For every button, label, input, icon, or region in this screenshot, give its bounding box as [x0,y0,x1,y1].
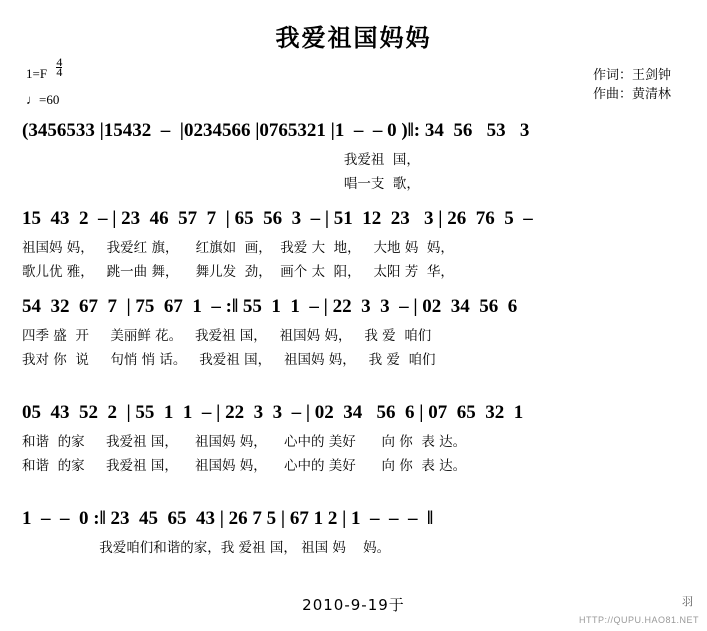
tempo-marking: ♩=60 [26,92,60,107]
lyric-line: 我爱咱们和谐的家，我 爱祖 国， 祖国 妈 妈。 [22,540,391,556]
notation-text: (3456533 |15432 – |0234566 |0765321 |1 – – 0 )‖: 34 56 53 3 [22,120,530,141]
composer: 作曲：黄清林 [592,87,671,102]
lyric-line: 唱一支 歌， [22,176,420,192]
notation-text: 05 43 52 2 | 55 1 1 – | 22 3 3 – | 02 34 56 6 | 07 65 32 1 [22,402,524,423]
lyric-line: 和谐 的家 我爱祖 国， 祖国妈 妈， 心中的 美好 向 你 表 达。 [22,458,467,474]
score-system-5 [0,508,707,556]
notation-row [0,296,707,326]
lyric-line: 祖国妈 妈， 我爱红 旗， 红旗如 画， 我爱 大 地， 大地 妈 妈， [22,240,454,256]
lyricist: 作词：王剑钟 [592,68,671,83]
corner-mark: 羽 [682,595,693,608]
lyric-line: 歌儿优 雅， 跳一曲 舞， 舞儿发 劲， 画个 太 阳， 太阳 芳 华， [22,264,454,280]
notation-row [0,402,707,432]
page-title: 我爱祖国妈妈 [275,24,432,52]
meter-numerator: 4 [56,55,63,69]
notation-text: 1 – – 0 :‖ 23 45 65 43 | 26 7 5 | 67 1 2 | 1 – – – ‖ [22,508,434,529]
key-signature: 1=F [26,66,48,81]
score-system-3 [0,296,707,368]
notation-row [0,508,707,538]
score-system-4 [0,402,707,474]
time-signature [56,55,63,79]
notation-row [0,120,707,150]
lyric-line: 我爱祖 国， [22,152,420,168]
notation-row [0,208,707,238]
score-system-2 [0,208,707,280]
lyric-line: 四季 盛 开 美丽鲜 花。 我爱祖 国， 祖国妈 妈， 我 爱 咱们 [22,328,432,344]
notation-text: 54 32 67 7 | 75 67 1 – :‖ 55 1 1 – | 22 3 3 – | 02 34 56 6 [22,296,518,317]
composition-date: 2010-9-19于 [302,596,405,614]
key-and-meter [26,55,63,81]
score-system-1 [0,120,707,192]
lyric-line: 我对 你 说 句悄 悄 话。 我爱祖 国， 祖国妈 妈， 我 爱 咱们 [22,352,436,368]
meter-denominator: 4 [56,65,63,79]
credits-block [593,66,671,104]
site-watermark: HTTP://QUPU.HAO81.NET [578,615,699,625]
lyric-line: 和谐 的家 我爱祖 国， 祖国妈 妈， 心中的 美好 向 你 表 达。 [22,434,467,450]
notation-text: 15 43 2 – | 23 46 57 7 | 65 56 3 – | 51 12 23 3 | 26 76 5 – [22,208,533,229]
